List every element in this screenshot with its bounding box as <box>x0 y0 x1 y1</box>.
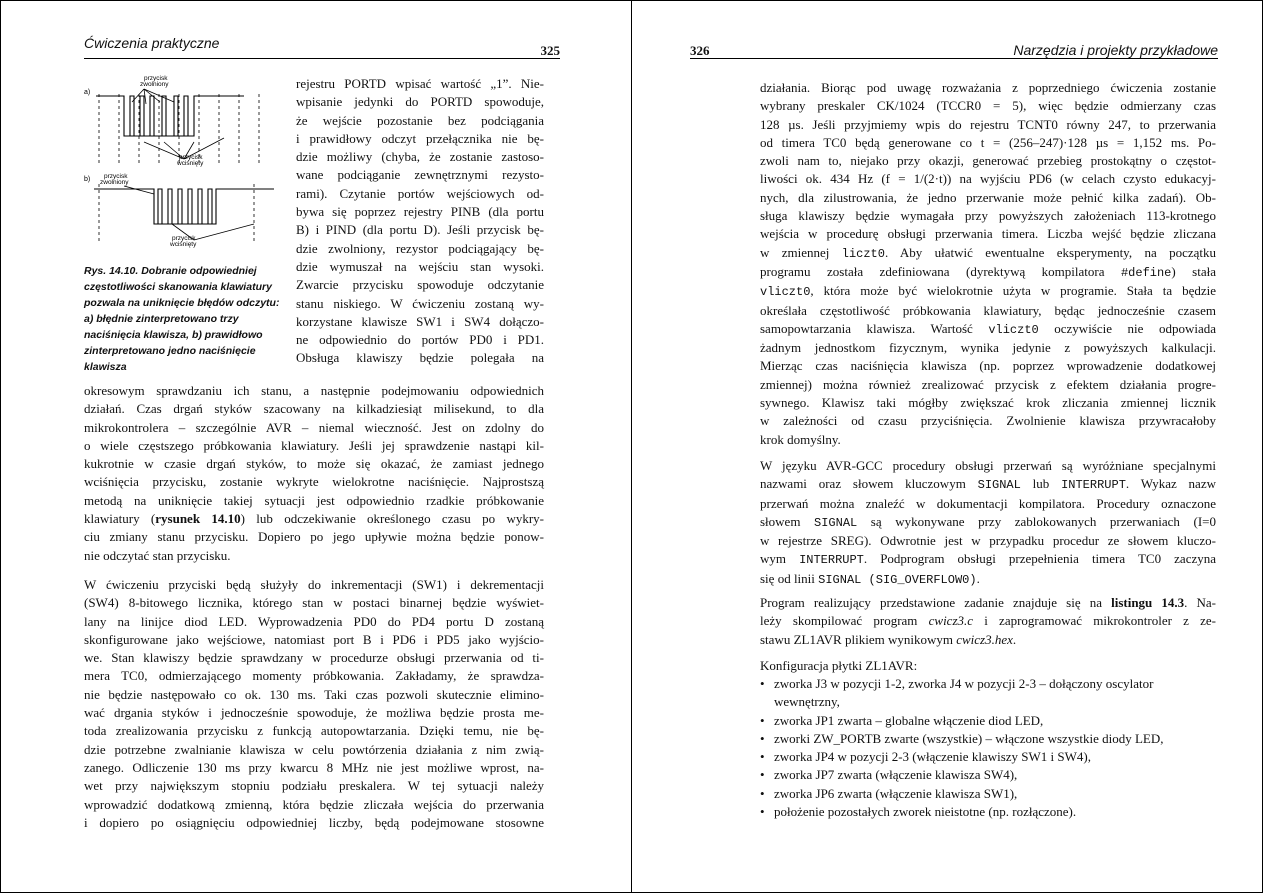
text-line: wym INTERRUPT. Podprogram obsługi przepełnienia timera TC0 zaczyna <box>760 551 1216 568</box>
text-line: wpisanie jedynki do PORTD spowoduje, <box>296 94 544 110</box>
text-line: zwoli nam to, niejako przy okazji, generować przebieg prostokątny o częstot- <box>760 153 1216 169</box>
text-line: B) i PIND (dla portu D). Jeśli przycisk bę- <box>296 222 544 238</box>
fig-b-pressed-label: przycisk wciśnięty <box>170 235 197 248</box>
left-page-number: 325 <box>540 43 560 58</box>
text-line: rami). Czytanie portów wejściowych od- <box>296 185 544 201</box>
text-line: lany na linijce diod LED. Wyprowadzenia PD0 do PD4 portu D zostaną <box>84 613 544 629</box>
text-line: w zmiennej liczt0. Aby ułatwić ewentualne eksperymenty, na początku <box>760 244 1216 261</box>
text-line: wane podciąganie zewnętrznymi rezysto- <box>296 167 544 183</box>
list-item: • zworka JP7 zwarta (włączenie klawisza SW4), <box>760 766 1216 784</box>
text-line: i prawidłowy odczyt przełącznika nie bę- <box>296 130 544 146</box>
text-line: w rejestrze SREG). Odwrotnie jest w przypadku procedur ze słowem kluczo- <box>760 533 1216 549</box>
text-line: metodą na uniknięcie takiej sytuacji jest odpowiednio rzadkie próbkowanie <box>84 492 544 508</box>
text-line: klawiatury (rysunek 14.10) lub odczekiwanie określonego czasu po wykry- <box>84 511 545 527</box>
figure-14-10 <box>84 74 284 264</box>
text-line: przerwań można znaleźć w dokumentacji kompilatora. Procedury oznaczone <box>760 495 1216 511</box>
text-line: się od linii SIGNAL (SIG_OVERFLOW0). <box>760 570 980 587</box>
code-token: vliczt0 <box>988 322 1039 337</box>
text-line: od timera TC0 będą generowane co t = (256–247)·128 µs = 1,152 ms. Po- <box>760 134 1216 150</box>
text-line: działania. Biorąc pod uwagę rozważania z poprzedniego ćwiczenia zostanie <box>760 80 1216 95</box>
code-token: SIGNAL <box>977 478 1021 493</box>
text-line: rejestru PORTD wpisać wartość „1”. Nie- <box>296 76 544 91</box>
text-line: W języku AVR-GCC procedury obsługi przerwań są wyróżniane specjalnymi <box>760 458 1216 473</box>
text-line: programu została zdefiniowana (dyrektywą kompilatora #define) stała <box>760 263 1217 280</box>
text-line: dzie wymuszał na wejściu stan wysoki. <box>296 258 544 274</box>
text-line: sługa klawiszy będzie wymagała przy powyższych założeniach 113-krotnego <box>760 208 1216 224</box>
text-line: zmiennej) można również zrealizować przycisk z efektem działania progre- <box>760 376 1216 392</box>
text-line: dzie możliwy (chyba, że zostanie zastoso- <box>296 149 544 165</box>
text-line: okresowym sprawdzaniu ich stanu, a następnie podejmowaniu odpowiednich <box>84 383 544 398</box>
text-line: krok domyślny. <box>760 431 841 447</box>
text-line: samopowtarzania klawisza. Wartość vliczt0 oczywiście nie odpowiada <box>760 320 1216 337</box>
text-line: nazwami oraz słowem kluczowym SIGNAL lub INTERRUPT. Wykaz nazw <box>760 476 1216 493</box>
text-line: ciu zmiany stanu przycisku. Dopiero po jego upływie można będzie ponow- <box>84 529 544 545</box>
text-line: mikrokontrolera – szczególnie AVR – niemal wieczność. Jest on zdolny do <box>84 419 544 435</box>
text-line: Zwarcie przycisku spowoduje odczytanie <box>296 277 544 293</box>
list-item: • położenie pozostałych zworek nieistotne (np. rozłączone). <box>760 803 1216 821</box>
right-page-header <box>690 33 1218 59</box>
text-line: zanego. Odliczenie 130 ms przy kwarcu 8 MHz nie jest możliwe wprost, na- <box>84 759 544 775</box>
text-line: ne odpowiednio do portów PD0 i PD1. <box>296 332 544 348</box>
caption-label: Rys. 14.10. <box>84 265 139 277</box>
text-line: mera TC0, odmierzającego momenty próbkowania. Zakładamy, że sprawdza- <box>84 668 544 684</box>
text-line: liwości ok. 434 Hz (f = 1/(2·t)) na wyjściu PD6 (w celach czysto edukacyj- <box>760 171 1216 187</box>
text-line: dzie zwolniony, rezystor podciągający bę- <box>296 240 544 256</box>
text-line: W ćwiczeniu przyciski będą służyły do inkrementacji (SW1) i dekrementacji <box>84 577 544 592</box>
text-line: kukrotnie w czasie drgań styków, to może się okazać, że zamiast jednego <box>84 456 544 472</box>
figure-label-a: a) <box>84 89 91 96</box>
config-heading: Konfiguracja płytki ZL1AVR: <box>760 658 918 673</box>
text-line: Mierząc czas naciśnięcia klawisza (np. poprzez wprowadzenie dodatkowej <box>760 358 1216 374</box>
text-line: wać drgania styków i jednocześnie spowoduje, że możliwa będzie prosta me- <box>84 705 544 721</box>
text-line: leży skompilować program cwicz3.c i zaprogramować mikrokontroler z ze- <box>760 613 1217 629</box>
text-line: wprowadzić dodatkową zmienną, która będzie zliczała wejścia do przerwania <box>84 796 544 812</box>
text-line: wet przy największym stopniu podziału preskalera. W tej sytuacji należy <box>84 778 544 794</box>
text-line: żadnym jednostkom fizycznym, wynika jedynie z powyższych kalkulacji. <box>760 340 1216 356</box>
right-paragraph-2 <box>760 457 1216 589</box>
text-line: stanu niskiego. W ćwiczeniu zostaną wy- <box>296 295 544 311</box>
text-line: dzie potrzebne zwalnianie klawisza w celu powtórzenia działania z nim zwią- <box>84 741 544 757</box>
text-line: sywnego. Klawisz taki mógłby zwiększać krok zliczania zmiennej licznik <box>760 395 1216 411</box>
code-token: SIGNAL (SIG_OVERFLOW0) <box>818 572 977 587</box>
code-token: liczt0 <box>841 246 885 261</box>
left-page-header <box>84 33 560 59</box>
list-item: • zworki ZW_PORTB zwarte (wszystkie) – włączone wszystkie diody LED, <box>760 730 1216 748</box>
fig-b-released-label: przycisk zwolniony <box>100 173 129 186</box>
code-token: vliczt0 <box>760 285 811 300</box>
text-line: bywa się poprzez rejestry PINB (dla portu <box>296 204 544 220</box>
right-header-title: Narzędzia i projekty przykładowe <box>1013 42 1218 58</box>
fig-a-pressed-label: przycisk wciśnięty <box>177 154 204 167</box>
text-line: o wiele częstszego próbkowania klawiatury. Jeśli jej sprawdzenie nastąpi kil- <box>84 437 544 453</box>
text-line: określała częstotliwość próbkowania klawiatury, będąc jednocześnie czasem <box>760 302 1216 318</box>
list-item: • zworka JP6 zwarta (włączenie klawisza SW1), <box>760 785 1216 803</box>
figure-label-b: b) <box>84 176 91 183</box>
caption-text: Dobranie odpowiedniej częstotliwości skanowania klawiatury pozwala na uniknięcie błędów odczytu: a) błędnie zinterpretowano trzy naciśnięcia klawisza, b) prawidłowo zinterpretowano jedno naciśnięcie klawisza <box>84 265 280 373</box>
left-wrap-text <box>296 75 544 368</box>
text-line: słowem SIGNAL są wykonywane przy zablokowanych przerwaniach (I=0 <box>760 513 1216 530</box>
text-line: 128 µs. Jeśli przyjmiemy wpis do rejestru TCNT0 równy 247, to przerwania <box>760 116 1216 132</box>
config-list <box>760 675 1216 821</box>
text-line: nie odczytać stan przycisku. <box>84 547 231 563</box>
text-line: i dopiero po osiągnięciu odpowiedniej liczby, będą podejmowane stosowne <box>84 814 544 830</box>
right-paragraph-3 <box>760 594 1216 649</box>
text-line: Program realizujący przedstawione zadanie znajduje się na listingu 14.3. Na- <box>760 595 1216 610</box>
text-line: nie będzie następowało co ok. 130 ms. Taki czas pozwoli skutecznie elimino- <box>84 686 544 702</box>
left-paragraph-2 <box>84 576 544 832</box>
code-token: SIGNAL <box>814 515 858 530</box>
right-page-number: 326 <box>690 43 710 58</box>
file-name: cwicz3.hex <box>956 631 1013 647</box>
right-paragraph-1 <box>760 79 1216 449</box>
list-item: • zworka JP4 w pozycji 2-3 (włączenie klawiszy SW1 i SW4), <box>760 748 1216 766</box>
text-line: skonfigurowane jako wejściowe, natomiast port B i PD6 i PD5 jako wyjścio- <box>84 631 544 647</box>
figure-caption <box>84 263 284 375</box>
list-item: • zworka J3 w pozycji 1-2, zworka J4 w pozycji 2-3 – dołączony oscylator wewnętrzny, <box>760 675 1216 712</box>
text-line: wciśnięcia przycisku, zostanie wykryte wielokrotne naciśnięcie. Najprostszą <box>84 474 544 490</box>
code-token: INTERRUPT <box>1061 478 1126 493</box>
left-paragraph-1 <box>84 382 544 565</box>
text-line: w zależności od czasu przyciśnięcia. Zwolnienie klawisza przywracałoby <box>760 413 1216 429</box>
listing-reference: listingu 14.3 <box>1111 595 1185 610</box>
text-line: nych, dla zilustrowania, że jedno przerwanie może pełnić kilka zadań). Ob- <box>760 189 1216 205</box>
code-token: INTERRUPT <box>799 553 864 568</box>
text-line: że wejście pozostanie bez podciągania <box>296 112 544 128</box>
figure-reference: rysunek 14.10 <box>155 511 241 527</box>
text-line: stawu ZL1AVR plikiem wynikowym cwicz3.hex. <box>760 631 1017 647</box>
text-line: korzystane klawisze SW1 i SW4 dołączo- <box>296 313 544 329</box>
text-line: działań. Czas drgań styków szacowany na kilkadziesiąt milisekund, to dla <box>84 401 544 417</box>
file-name: cwicz3.c <box>928 613 974 629</box>
fig-a-released-label: przycisk zwolniony <box>140 75 169 88</box>
left-header-title: Ćwiczenia praktyczne <box>84 35 220 51</box>
text-line: toda zrealizowania przycisku z funkcją autopowtarzania. Dzięki temu, nie bę- <box>84 723 544 739</box>
code-token: #define <box>1120 265 1172 280</box>
text-line: (SW4) 8-bitowego licznika, którego stan w postaci binarnej będzie wyświet- <box>84 595 544 611</box>
text-line: we. Stan klawiszy będzie sprawdzany w procedurze obsługi przerwania od ti- <box>84 650 544 666</box>
list-item: • zworka JP1 zwarta – globalne włączenie diod LED, <box>760 712 1216 730</box>
text-line: wybrany preskaler CK/1024 (TCCR0 = 5), więc będzie odmierzany czas <box>760 98 1216 114</box>
text-line: Obsługa klawiszy będzie polegała na <box>296 350 544 366</box>
text-line: vliczt0, która może być wielokrotnie użyta w programie. Stała ta będzie <box>760 283 1216 300</box>
text-line: wejścia w procedurę obsługi przerwania timera. Liczba wejść będzie zliczana <box>760 226 1216 242</box>
